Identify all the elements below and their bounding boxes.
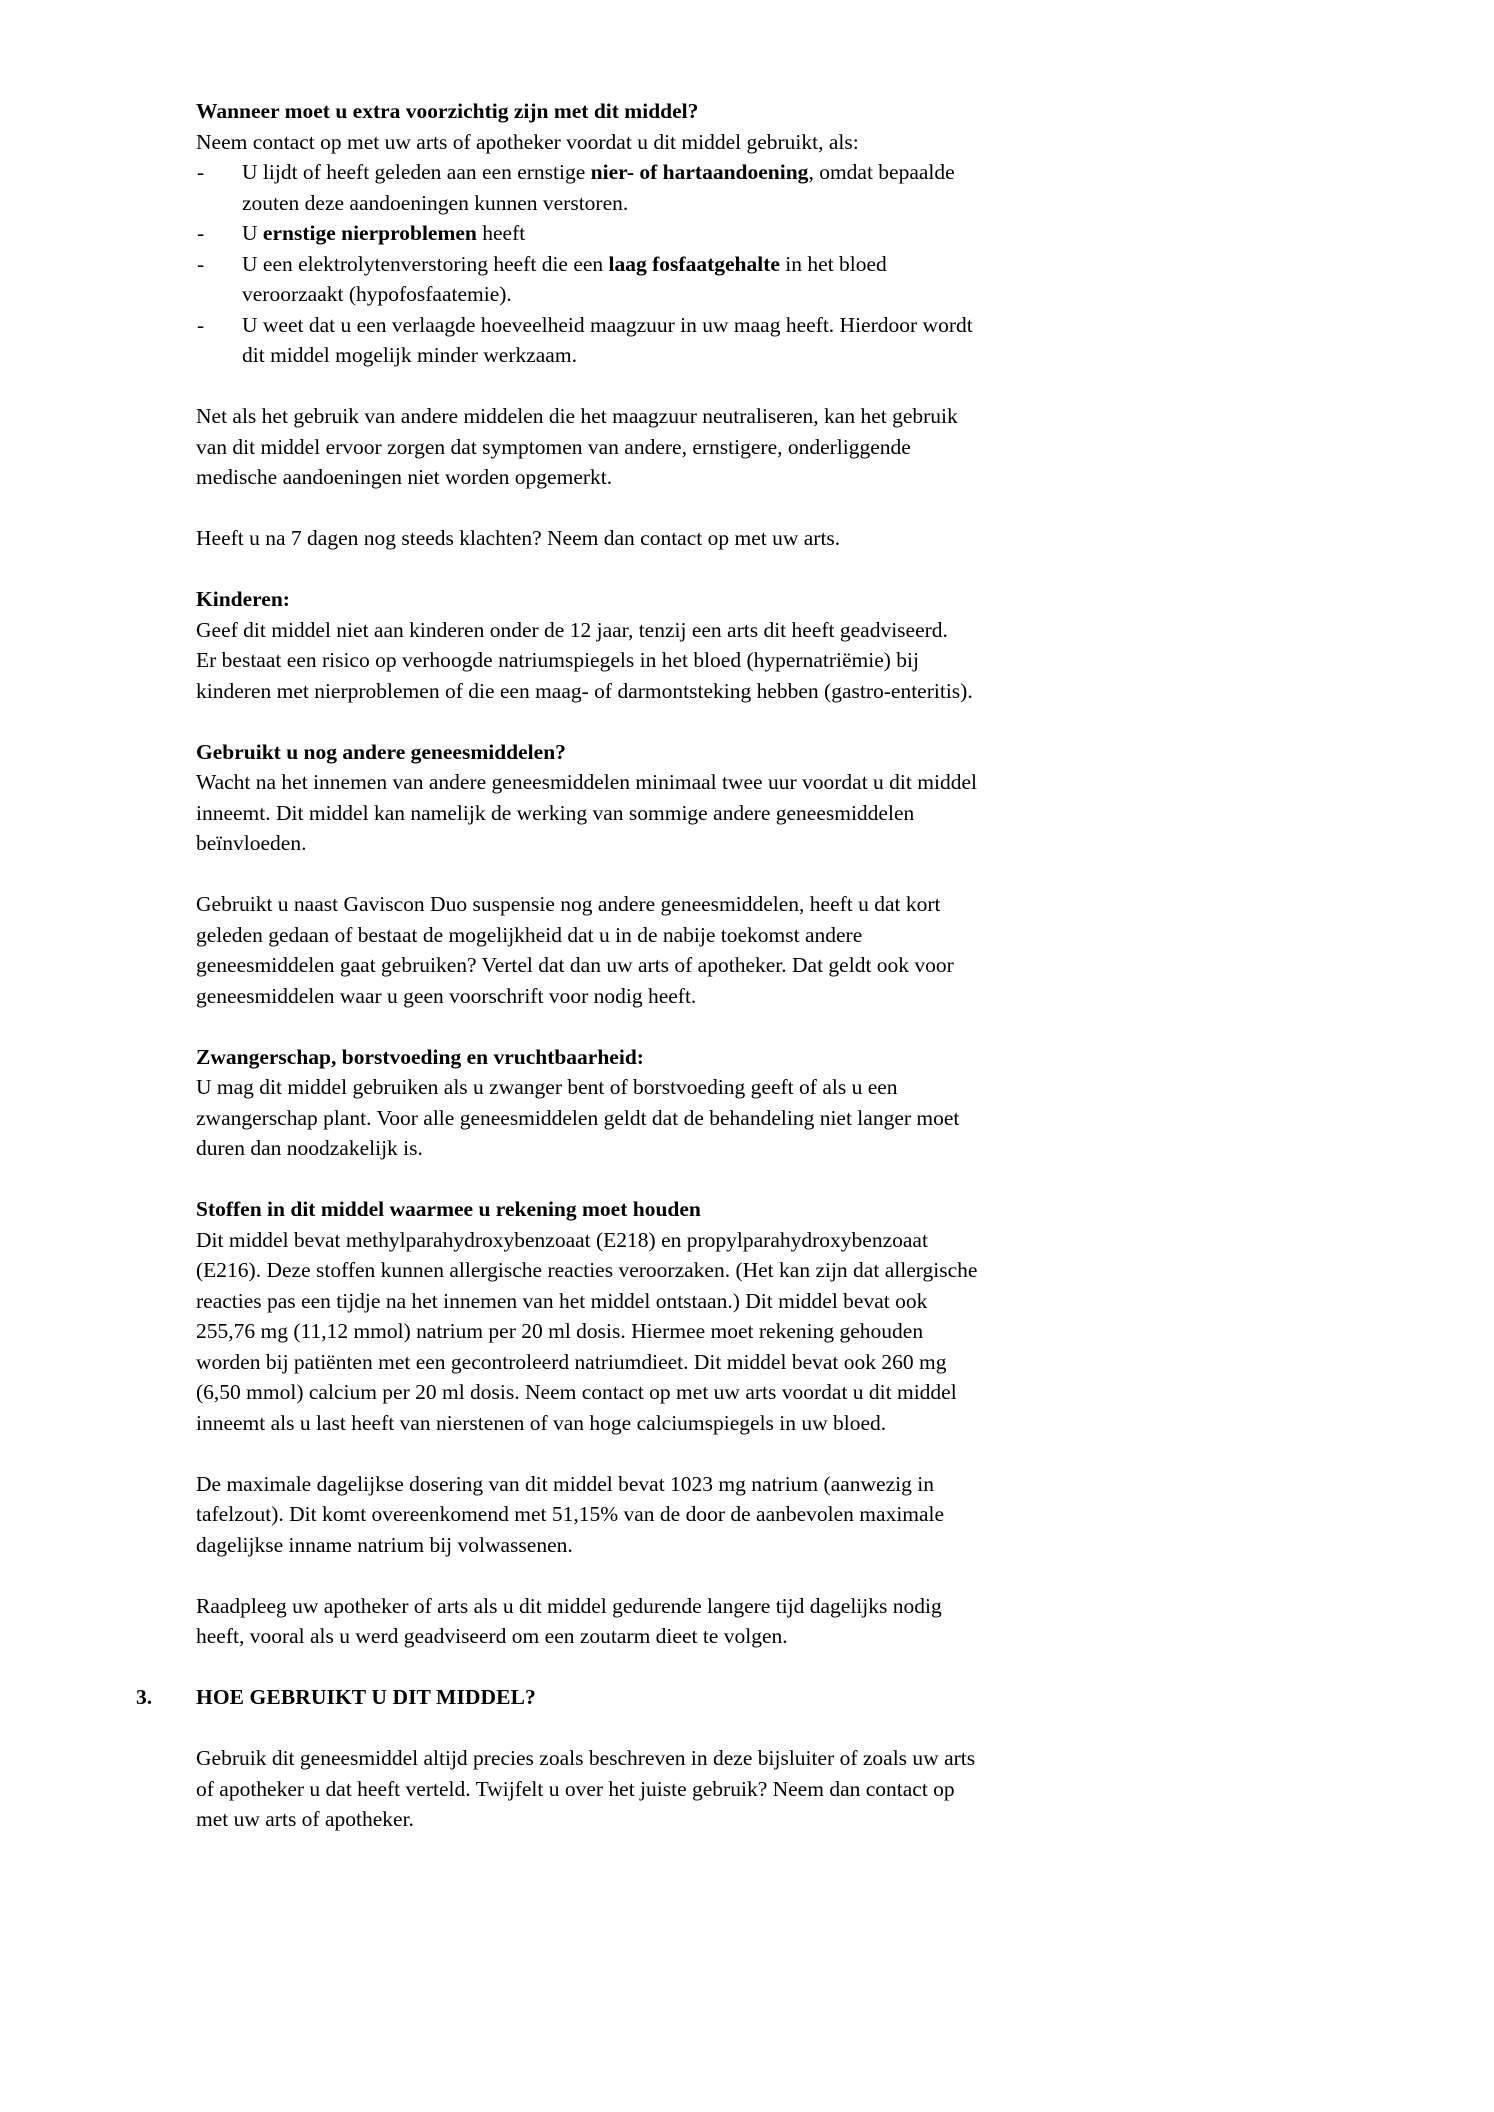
- kinderen-line-2: Er bestaat een risico op verhoogde natriumspiegels in het bloed (hypernatriëmie) bij kinderen met nierproblemen of die een maag- of darmontsteking hebben (gastro-enteritis).: [196, 648, 973, 703]
- caution-intro: Neem contact op met uw arts of apotheker voordat u dit middel gebruikt, als:: [196, 129, 859, 154]
- document-body: [136, 96, 986, 1835]
- list-item: [196, 218, 986, 249]
- bullet-text-pre: U: [242, 221, 263, 245]
- section-hoe-gebruikt-heading: [136, 1682, 986, 1713]
- spacer: [196, 371, 986, 402]
- hoe-gebruikt-paragraph: Gebruik dit geneesmiddel altijd precies zoals beschreven in deze bijsluiter of zoals uw arts of apotheker u dat heeft verteld. Twijfelt u over het juiste gebruik? Neem dan contact op met uw arts of apotheker.: [196, 1746, 976, 1831]
- andere-geneesmiddelen-paragraph-1: Wacht na het innemen van andere geneesmiddelen minimaal twee uur voordat u dit middel inneemt. Dit middel kan namelijk de werking van sommige andere geneesmiddelen beïnvloeden.: [196, 770, 977, 855]
- dash-marker: -: [197, 251, 205, 276]
- stoffen-paragraph-1: Dit middel bevat methylparahydroxybenzoaat (E218) en propylparahydroxybenzoaat (E216). Deze stoffen kunnen allergische reacties veroorzaken. (Het kan zijn dat allergische reacties pas een tijdje na het innemen van het middel ontstaan.) Dit middel bevat ook 255,76 mg (11,12 mmol) natrium per 20 ml dosis. Hiermee moet rekening gehouden worden bij patiënten met een gecontroleerd natriumdieet. Dit middel bevat ook 260 mg (6,50 mmol) calcium per 20 ml dosis. Neem contact op met uw arts voordat u dit middel inneemt als u last heeft van nierstenen of van hoge calciumspiegels in uw bloed.: [196, 1227, 978, 1435]
- section-number: 3.: [136, 1685, 153, 1709]
- spacer: [196, 1560, 986, 1591]
- andere-geneesmiddelen-paragraph-2: Gebruikt u naast Gaviscon Duo suspensie nog andere geneesmiddelen, heeft u dat kort geleden gedaan of bestaat de mogelijkheid dat u in de nabije toekomst andere geneesmiddelen gaat gebruiken? Vertel dat dan uw arts of apotheker. Dat geldt ook voor geneesmiddelen waar u geen voorschrift voor nodig heeft.: [196, 892, 954, 1008]
- list-item: [196, 310, 986, 371]
- kinderen-heading: Kinderen:: [196, 587, 290, 611]
- spacer: [196, 1011, 986, 1042]
- spacer: [196, 859, 986, 890]
- list-item: [196, 249, 986, 310]
- dash-marker: -: [197, 312, 205, 337]
- spacer: [196, 1164, 986, 1195]
- bullet-text-bold: nier- of hartaandoening: [590, 160, 809, 184]
- zwangerschap-paragraph: U mag dit middel gebruiken als u zwanger bent of borstvoeding geeft of als u een zwangerschap plant. Voor alle geneesmiddelen geldt dat de behandeling niet langer moet duren dan noodzakelijk is.: [196, 1075, 960, 1160]
- paragraph-neutraliseren: Net als het gebruik van andere middelen die het maagzuur neutraliseren, kan het gebruik van dit middel ervoor zorgen dat symptomen van andere, ernstigere, onderliggende medische aandoeningen niet worden opgemerkt.: [196, 404, 958, 489]
- spacer: [196, 554, 986, 585]
- spacer: [196, 1652, 986, 1683]
- dash-marker: -: [197, 221, 205, 245]
- bullet-text-post: in het bloed veroorzaakt (hypofosfaatemie).: [242, 251, 887, 306]
- bullet-text-pre: U lijdt of heeft geleden aan een ernstige: [242, 160, 591, 184]
- stoffen-paragraph-3: Raadpleeg uw apotheker of arts als u dit middel gedurende langere tijd dagelijks nodig heeft, vooral als u werd geadviseerd om een zoutarm dieet te volgen.: [196, 1593, 942, 1648]
- bullet-text-post: , omdat bepaalde zouten deze aandoeningen kunnen verstoren.: [242, 160, 955, 215]
- bullet-text-bold: laag fosfaatgehalte: [608, 251, 780, 276]
- caution-bullet-list: [196, 157, 986, 371]
- andere-geneesmiddelen-heading: Gebruikt u nog andere geneesmiddelen?: [196, 739, 566, 764]
- section-title: HOE GEBRUIKT U DIT MIDDEL?: [196, 1685, 536, 1709]
- list-item: [196, 157, 986, 218]
- caution-heading: Wanneer moet u extra voorzichtig zijn met dit middel?: [196, 99, 699, 123]
- bullet-text-post: heeft: [476, 221, 526, 245]
- zwangerschap-heading: Zwangerschap, borstvoeding en vruchtbaarheid:: [196, 1044, 644, 1069]
- paragraph-seven-days: Heeft u na 7 dagen nog steeds klachten? Neem dan contact op met uw arts.: [196, 526, 841, 550]
- bullet-text-pre: U een elektrolytenverstoring heeft die een: [242, 251, 609, 276]
- bullet-text-pre: U weet dat u een verlaagde hoeveelheid maagzuur in uw maag heeft. Hierdoor wordt dit middel mogelijk minder werkzaam.: [242, 312, 973, 367]
- spacer: [196, 1713, 986, 1744]
- spacer: [196, 706, 986, 737]
- kinderen-line-1: Geef dit middel niet aan kinderen onder de 12 jaar, tenzij een arts dit heeft geadviseerd.: [196, 617, 948, 642]
- bullet-text-bold: ernstige nierproblemen: [262, 221, 477, 245]
- stoffen-paragraph-2: De maximale dagelijkse dosering van dit middel bevat 1023 mg natrium (aanwezig in tafelzout). Dit komt overeenkomend met 51,15% van de door de aanbevolen maximale dagelijkse inname natrium bij volwassenen.: [196, 1471, 945, 1557]
- stoffen-heading: Stoffen in dit middel waarmee u rekening moet houden: [196, 1197, 701, 1221]
- dash-marker: -: [197, 160, 205, 184]
- spacer: [196, 493, 986, 524]
- spacer: [196, 1438, 986, 1469]
